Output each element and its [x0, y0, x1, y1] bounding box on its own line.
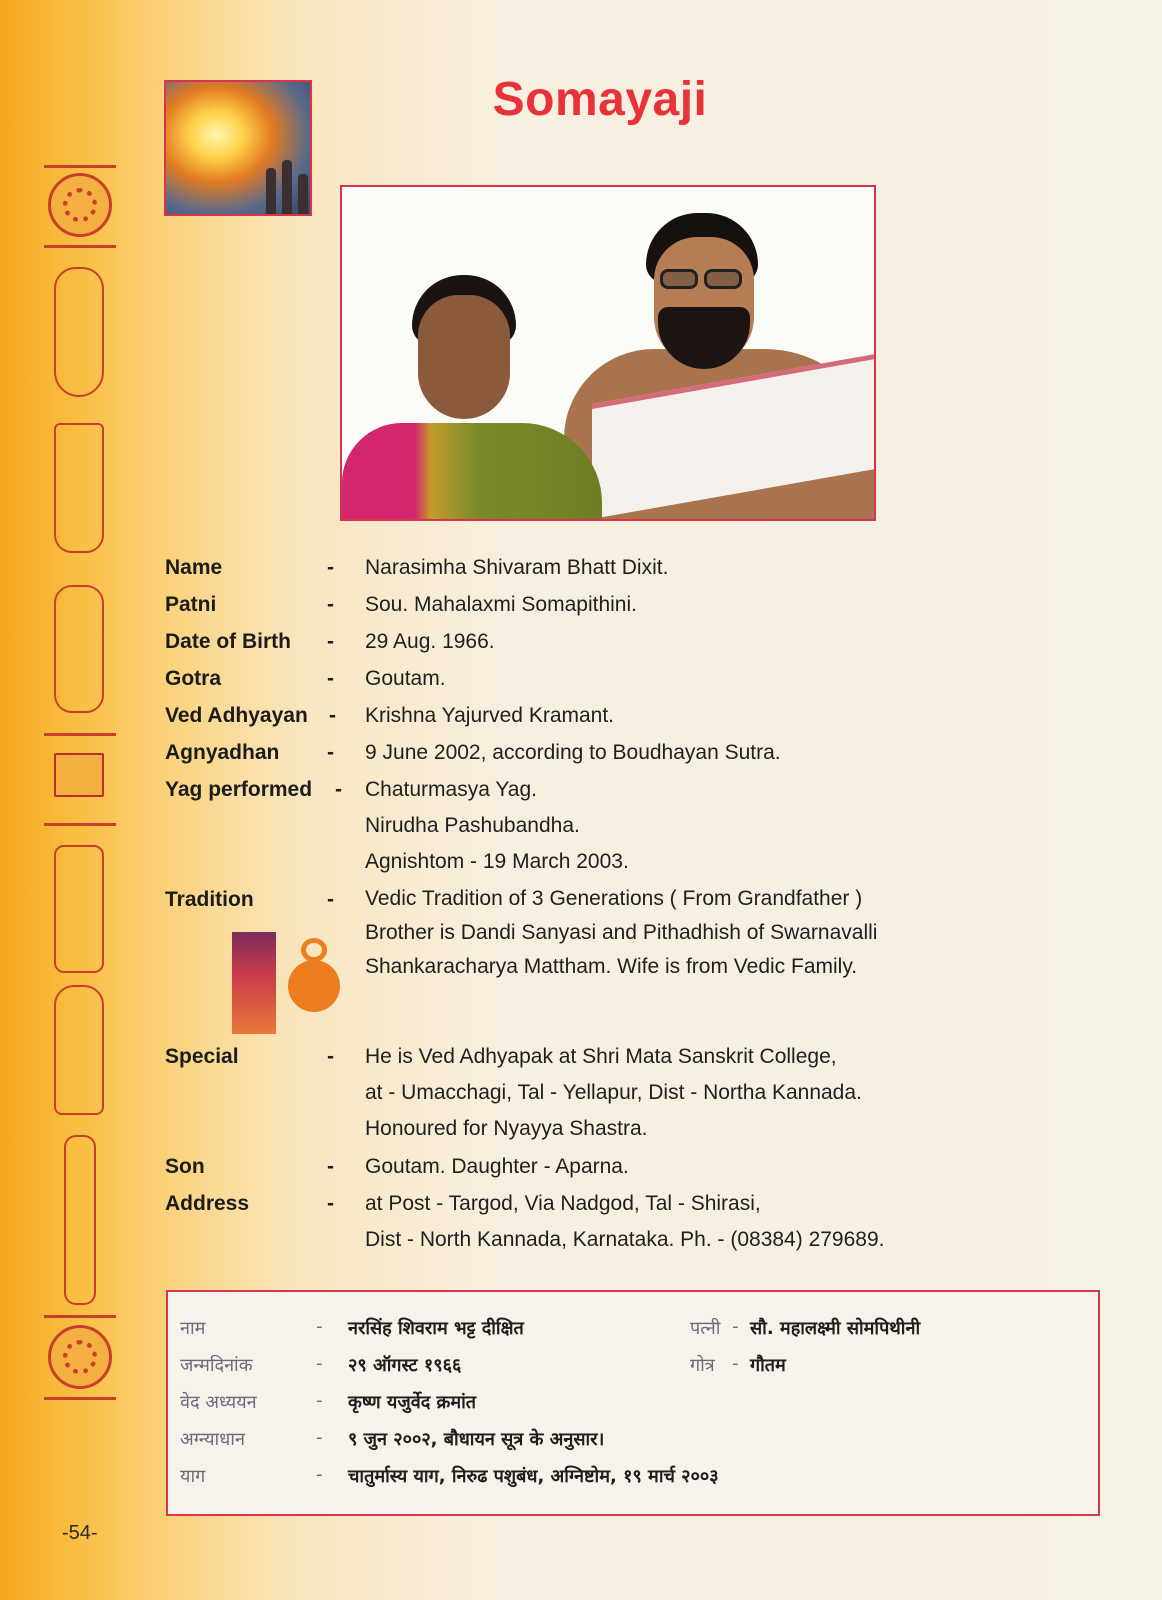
detail-value-block [365, 882, 965, 984]
detail-row-agnyadhan [165, 741, 965, 775]
hindi-row-ved [168, 1390, 1098, 1426]
detail-separator: - [327, 1192, 334, 1215]
hindi-value: नरसिंह शिवराम भट्ट दीक्षित [348, 1318, 524, 1339]
hindi-separator: - [316, 1390, 323, 1411]
hindi-label: अग्न्याधान [180, 1429, 245, 1450]
detail-label: Address [165, 1192, 250, 1215]
hindi-label: याग [180, 1466, 206, 1487]
detail-value-line: Honoured for Nyayya Shastra. [365, 1117, 648, 1140]
border-line [44, 165, 116, 168]
kalash-vessel-icon [54, 267, 104, 397]
detail-row-ved-adhyayan [165, 704, 965, 738]
detail-label: Special [165, 1045, 239, 1068]
scroll-vessel-icon [54, 845, 104, 973]
detail-label: Yag performed [165, 778, 313, 801]
detail-separator: - [335, 778, 342, 801]
figure-silhouette [298, 174, 308, 214]
yajna-fire-photo [164, 80, 312, 216]
detail-value-block [365, 1186, 965, 1258]
hindi-label: गोत्र [690, 1355, 715, 1376]
detail-label: Gotra [165, 667, 222, 690]
sanyasi-photo [232, 932, 276, 1034]
border-line [44, 733, 116, 736]
detail-value-line: Shankaracharya Mattham. Wife is from Vedic Family. [365, 955, 858, 978]
detail-separator: - [329, 704, 336, 727]
detail-row-name [165, 556, 965, 590]
detail-value: 29 Aug. 1966. [365, 630, 495, 653]
detail-row-dob [165, 630, 965, 664]
detail-value-line: Nirudha Pashubandha. [365, 814, 580, 837]
detail-separator: - [327, 667, 334, 690]
hindi-label: पत्नी [690, 1318, 721, 1339]
hindi-value: सौ. महालक्ष्मी सोमपिथीनी [750, 1318, 921, 1339]
detail-value-line: Agnishtom - 19 March 2003. [365, 850, 629, 873]
detail-value-line: Dist - North Kannada, Karnataka. Ph. - (08384) 279689. [365, 1228, 885, 1251]
hindi-label: नाम [180, 1318, 206, 1339]
detail-row-gotra [165, 667, 965, 701]
hindi-separator: - [316, 1353, 323, 1374]
detail-row-patni [165, 593, 965, 627]
detail-separator: - [327, 888, 334, 911]
detail-value-line: at Post - Targod, Via Nadgod, Tal - Shirasi, [365, 1192, 761, 1215]
hindi-row-yag [168, 1464, 1098, 1500]
detail-separator: - [327, 630, 334, 653]
hindi-value: गौतम [750, 1355, 786, 1376]
detail-row-address [165, 1192, 965, 1272]
border-line [44, 1397, 116, 1400]
hindi-separator: - [316, 1427, 323, 1448]
pot-vessel-icon [54, 985, 104, 1115]
detail-label: Agnyadhan [165, 741, 280, 764]
hindi-value: ९ जुन २००२, बौधायन सूत्र के अनुसार। [348, 1429, 605, 1450]
detail-value: Krishna Yajurved Kramant. [365, 704, 615, 727]
detail-label: Ved Adhyayan [165, 704, 308, 727]
woman-face [418, 295, 510, 419]
kamandalu-handle-icon [301, 938, 327, 962]
detail-value-block [365, 772, 965, 880]
hindi-separator: - [732, 1353, 739, 1374]
detail-separator: - [327, 1155, 334, 1178]
hindi-label: जन्मदिनांक [180, 1355, 253, 1376]
figure-silhouette [266, 168, 276, 214]
detail-value: Narasimha Shivaram Bhatt Dixit. [365, 556, 669, 579]
detail-value-line: Vedic Tradition of 3 Generations ( From Grandfather ) [365, 887, 863, 910]
hindi-value: कृष्ण यजुर्वेद क्रमांत [348, 1392, 477, 1413]
detail-separator: - [327, 556, 334, 579]
detail-label: Date of Birth [165, 630, 291, 653]
detail-row-special [165, 1045, 965, 1155]
kamandalu-pot-icon [288, 960, 340, 1012]
detail-separator: - [327, 741, 334, 764]
decorative-border [44, 165, 116, 1435]
fire-altar-icon [54, 753, 104, 797]
detail-value: Sou. Mahalaxmi Somapithini. [365, 593, 637, 616]
hindi-row-name [168, 1316, 1098, 1352]
hindi-separator: - [316, 1464, 323, 1485]
hindi-label: वेद अध्ययन [180, 1392, 257, 1413]
detail-value: 9 June 2002, according to Boudhayan Sutra. [365, 741, 781, 764]
hindi-row-agnyadhan [168, 1427, 1098, 1463]
detail-row-yag [165, 778, 965, 888]
border-line [44, 245, 116, 248]
hindi-summary-box [166, 1290, 1100, 1516]
page-title: Somayaji [492, 73, 708, 126]
hindi-row-dob [168, 1353, 1098, 1389]
woman-saree [342, 423, 602, 519]
detail-value: Goutam. Daughter - Aparna. [365, 1155, 629, 1178]
detail-value: Goutam. [365, 667, 446, 690]
couple-portrait-photo [340, 185, 876, 521]
detail-value-line: He is Ved Adhyapak at Shri Mata Sanskrit College, [365, 1045, 837, 1068]
detail-label: Tradition [165, 888, 254, 911]
chakra-emblem-icon [48, 1325, 112, 1389]
figure-silhouette [282, 160, 292, 214]
detail-separator: - [327, 1045, 334, 1068]
ladle-vessel-icon [64, 1135, 96, 1305]
pillar-vessel-icon [54, 585, 104, 713]
hindi-value: चातुर्मास्य याग, निरुढ पशुबंध, अग्निष्टोम, १९ मार्च २००३ [348, 1466, 719, 1487]
detail-separator: - [327, 593, 334, 616]
detail-value-line: Brother is Dandi Sanyasi and Pithadhish of Swarnavalli [365, 921, 878, 944]
detail-value-line: Chaturmasya Yag. [365, 778, 537, 801]
tradition-images [232, 932, 342, 1036]
detail-value-block [365, 1039, 965, 1147]
hindi-separator: - [316, 1316, 323, 1337]
glasses-icon [660, 269, 750, 291]
detail-label: Son [165, 1155, 205, 1178]
detail-value-line: at - Umacchagi, Tal - Yellapur, Dist - Northa Kannada. [365, 1081, 862, 1104]
cup-vessel-icon [54, 423, 104, 553]
detail-label: Name [165, 556, 223, 579]
hindi-separator: - [732, 1316, 739, 1337]
page-number: -54- [62, 1522, 98, 1544]
border-line [44, 823, 116, 826]
hindi-value: २९ ऑगस्ट १९६६ [348, 1355, 462, 1376]
chakra-emblem-icon [48, 173, 112, 237]
detail-label: Patni [165, 593, 217, 616]
border-line [44, 1315, 116, 1318]
detail-row-son [165, 1155, 965, 1189]
